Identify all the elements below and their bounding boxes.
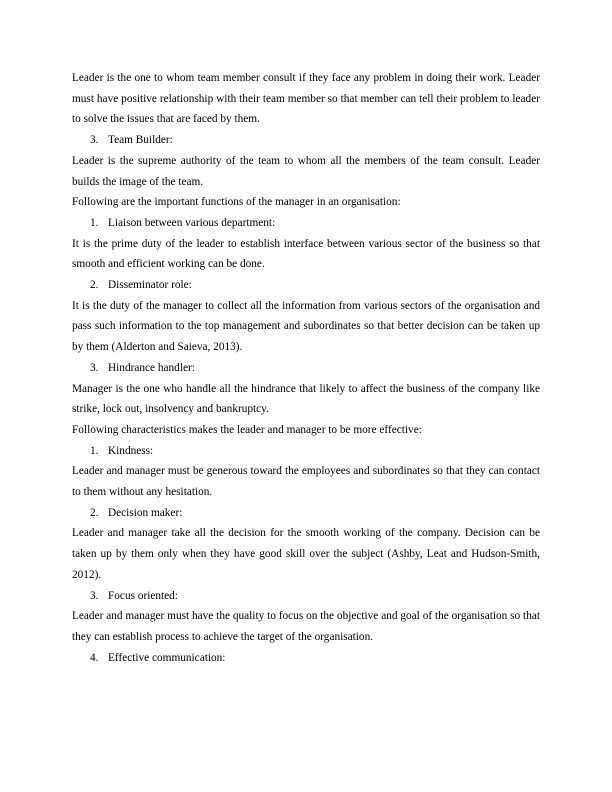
list-item-label: Kindness: [108, 444, 154, 457]
list-item-label: Team Builder: [108, 134, 173, 147]
list-item-decision-maker [72, 503, 540, 524]
list-item-team-builder [72, 130, 540, 151]
list-item-label: Disseminator role: [108, 279, 192, 292]
list-item-label: Liaison between various department: [108, 216, 276, 229]
list-item-label: Focus oriented: [108, 589, 178, 602]
paragraph-leader-consult: Leader is the one to whom team member consult if they face any problem in doing their work. Leader must have positive relationship with their team member so that member can tell their problem to leader to solve the issues that are faced by them. [72, 72, 540, 126]
paragraph-disseminator: It is the duty of the manager to collect all the information from various sectors of the organisation and pass such information to the top management and subordinates so that better decision can be taken up by them (Alderton and Saieva, 2013). [72, 299, 540, 354]
list-item-disseminator [72, 275, 540, 296]
list-item-label: Decision maker: [108, 506, 183, 519]
paragraph-manager-functions-intro: Following are the important functions of the manager in an organisation: [72, 196, 401, 209]
paragraph-decision-maker: Leader and manager take all the decision for the smooth working of the company. Decision can be taken up by them only when they have good skill over the subject (Ashby, Leat and Hudson-Smith, 2012). [72, 527, 540, 581]
list-number: 2. [90, 506, 99, 519]
paragraph-characteristics-intro: Following characteristics makes the leader and manager to be more effective: [72, 423, 422, 436]
list-item-label: Hindrance handler: [108, 361, 195, 374]
document-page [72, 68, 540, 668]
paragraph-supreme-authority: Leader is the supreme authority of the team to whom all the members of the team consult. Leader builds the image of the team. [72, 154, 540, 188]
paragraph-hindrance: Manager is the one who handle all the hindrance that likely to affect the business of the company like strike, lock out, insolvency and bankruptcy. [72, 382, 540, 416]
list-number: 4. [90, 651, 99, 664]
list-number: 2. [90, 279, 99, 292]
list-item-kindness [72, 441, 540, 462]
list-item-liaison [72, 213, 540, 234]
list-number: 1. [90, 444, 99, 457]
list-number: 1. [90, 216, 99, 229]
paragraph-focus-oriented: Leader and manager must have the quality to focus on the objective and goal of the organisation so that they can establish process to achieve the target of the organisation. [72, 610, 540, 643]
paragraph-kindness: Leader and manager must be generous toward the employees and subordinates so that they can contact to them without any hesitation. [72, 465, 540, 499]
list-number: 3. [90, 134, 99, 147]
list-item-focus-oriented [72, 586, 540, 607]
list-item-effective-communication [72, 648, 540, 669]
list-number: 3. [90, 589, 99, 602]
list-item-label: Effective communication: [108, 651, 226, 664]
list-item-hindrance-handler [72, 358, 540, 379]
list-number: 3. [90, 361, 99, 374]
paragraph-liaison: It is the prime duty of the leader to establish interface between various sector of the business so that smooth and efficient working can be done. [72, 237, 540, 271]
